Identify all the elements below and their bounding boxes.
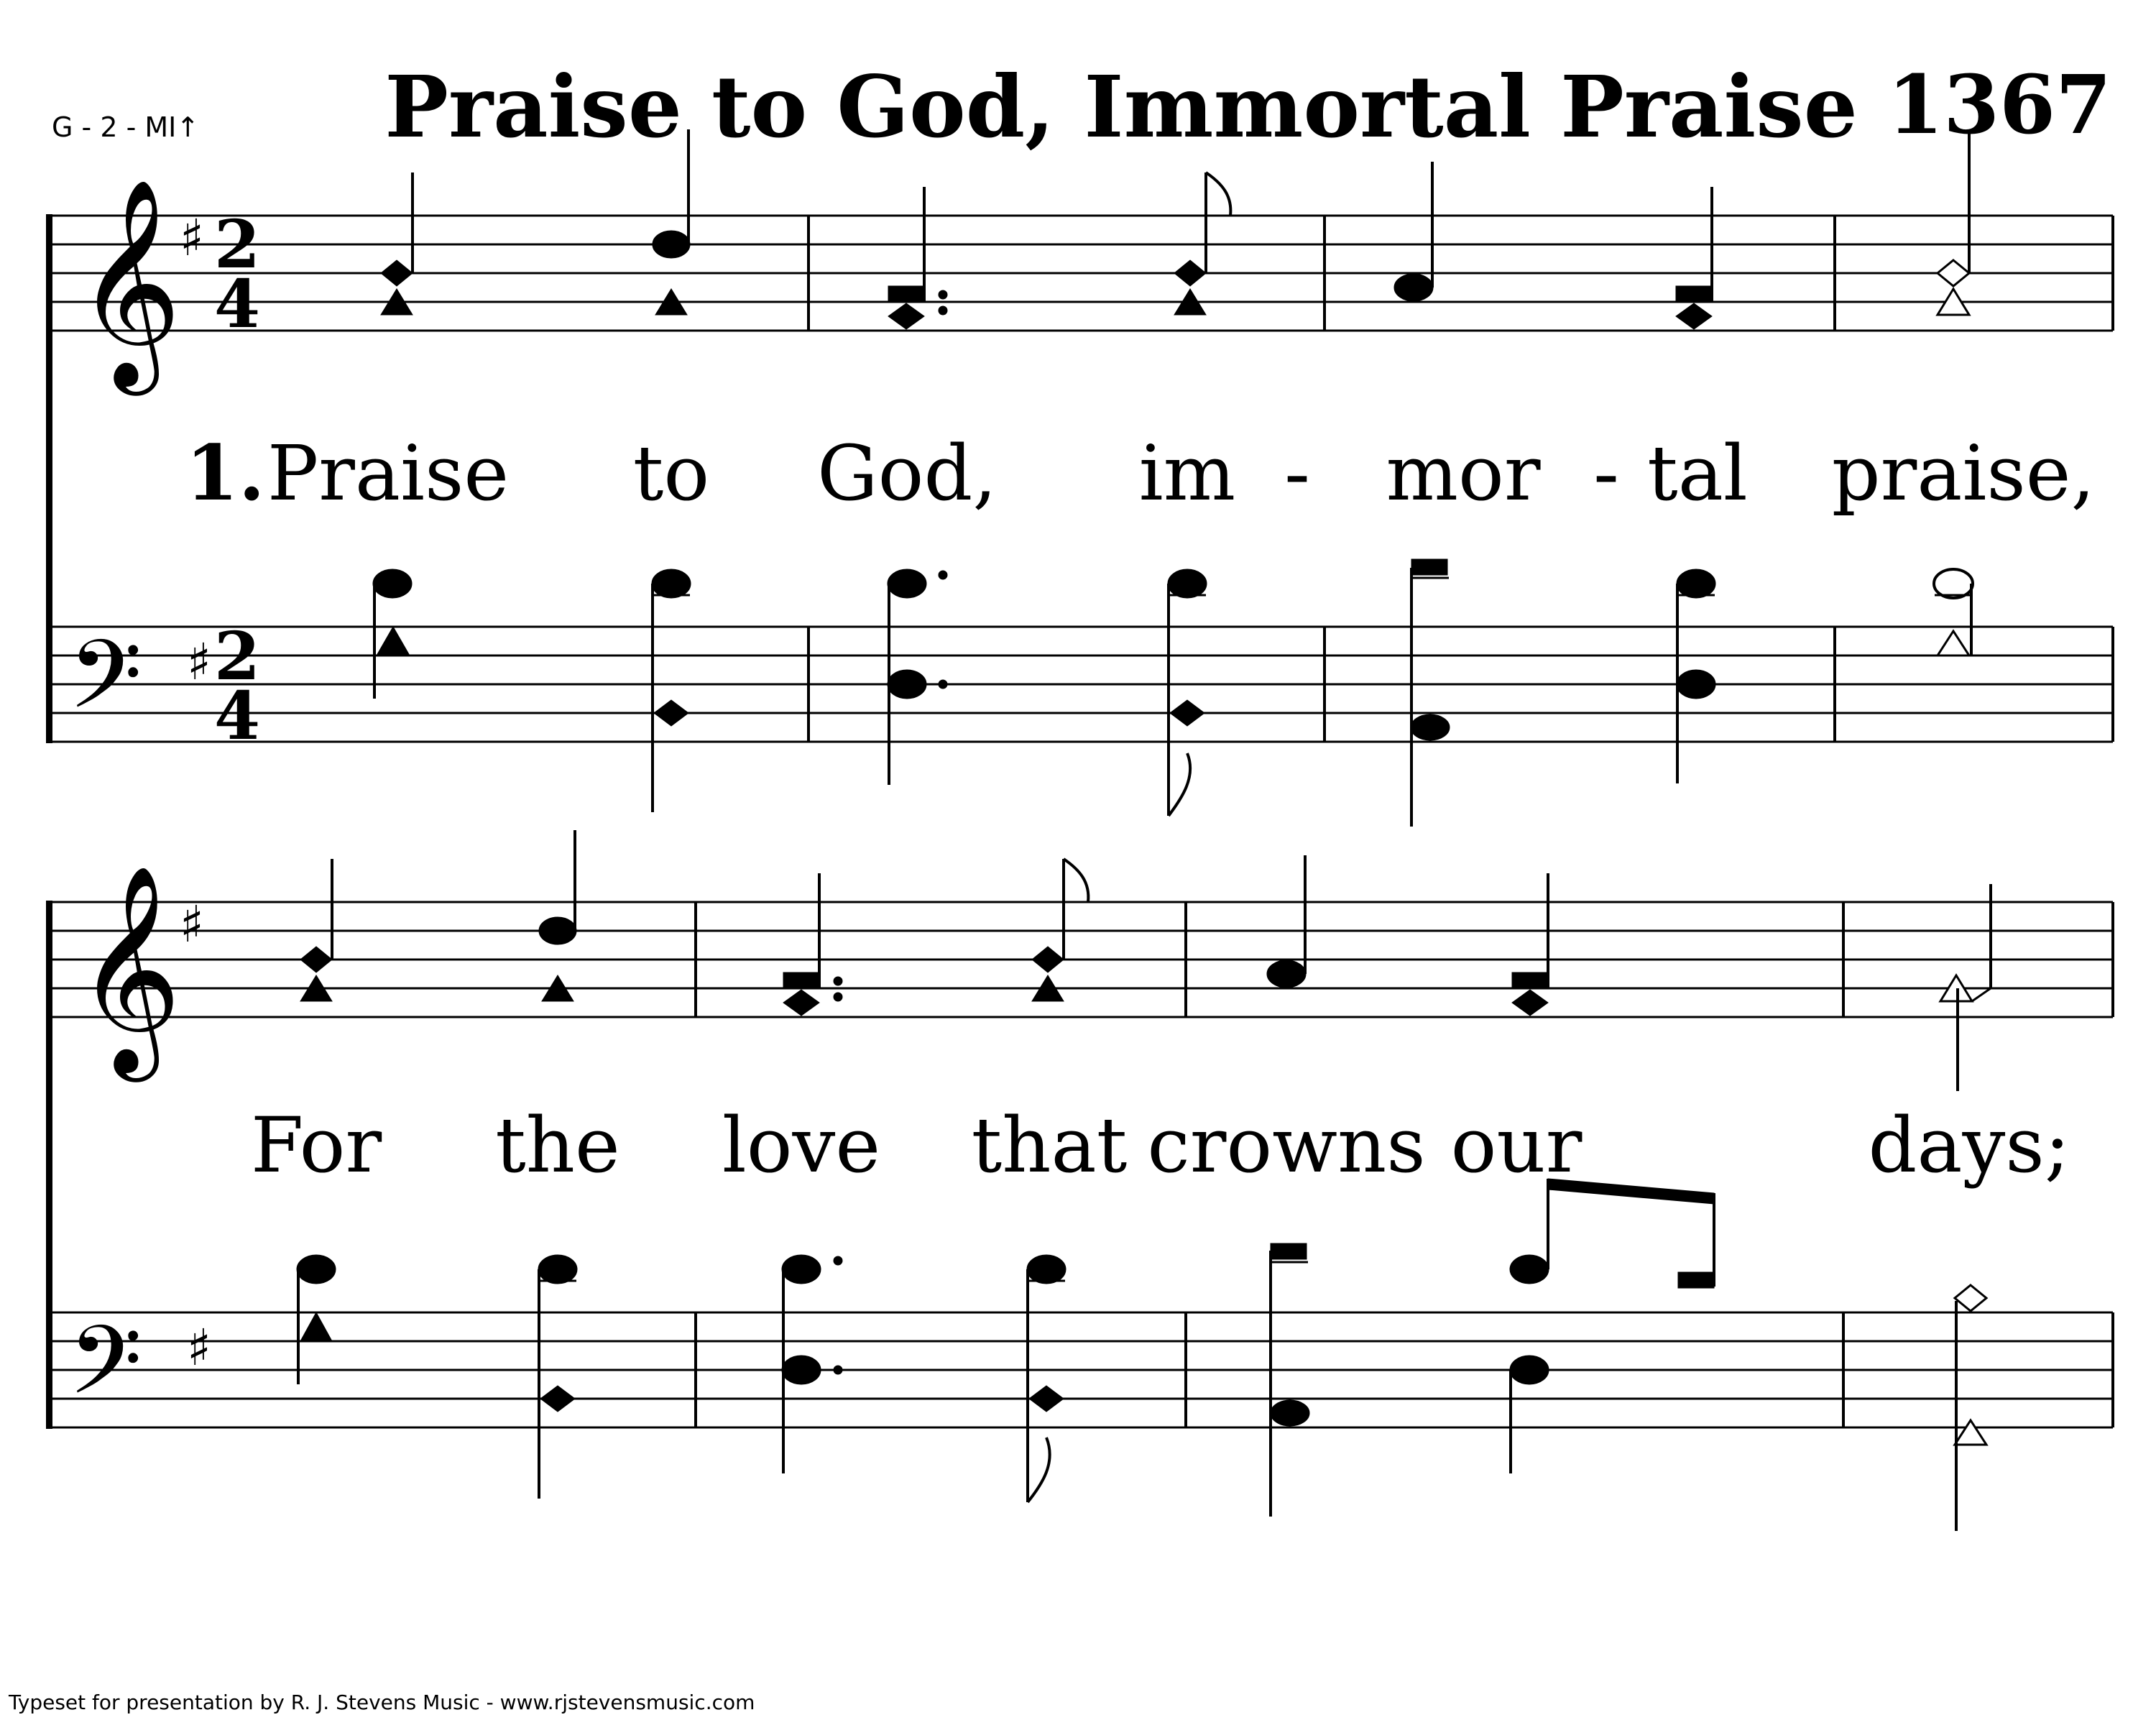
note-head bbox=[1510, 1356, 1549, 1384]
treble-clef-icon: 𝄞 bbox=[75, 863, 182, 1072]
note-head bbox=[1032, 947, 1064, 972]
footer-credit: Typeset for presentation by R. J. Stevens Music - www.rjstevensmusic.com bbox=[9, 1690, 755, 1714]
bass-clef-icon: 𝄢 bbox=[68, 619, 142, 753]
note-head bbox=[1676, 286, 1712, 302]
lyric-syllable: mor bbox=[1386, 429, 1541, 518]
note-head bbox=[1027, 1255, 1066, 1284]
note-head bbox=[300, 947, 332, 972]
note-head bbox=[652, 569, 691, 598]
note-head bbox=[653, 231, 690, 258]
note-head bbox=[1938, 631, 1969, 656]
note-head bbox=[1267, 960, 1306, 988]
lyric-syllable: crowns bbox=[1147, 1101, 1426, 1190]
note-head bbox=[888, 286, 924, 302]
lyric-syllable: im bbox=[1138, 429, 1236, 518]
bass-clef-icon: 𝄢 bbox=[68, 1305, 142, 1439]
bass-notes-1 bbox=[373, 559, 1973, 827]
note-head bbox=[654, 700, 688, 726]
note-head bbox=[373, 569, 412, 598]
note-head bbox=[1677, 569, 1715, 598]
time-signature: 2 bbox=[213, 617, 261, 695]
lyric-syllable: our bbox=[1450, 1101, 1583, 1190]
lyric-syllable: For bbox=[250, 1101, 382, 1190]
note-head bbox=[1512, 990, 1548, 1016]
note-head bbox=[888, 670, 926, 699]
note-head bbox=[538, 1255, 577, 1284]
note-head bbox=[1934, 569, 1973, 598]
lyric-syllable: to bbox=[632, 429, 710, 518]
note-head bbox=[1271, 1400, 1309, 1426]
hymn-title: Praise to God, Immortal Praise bbox=[384, 57, 1858, 157]
note-head bbox=[297, 1255, 336, 1284]
system-bracket bbox=[46, 214, 52, 743]
note-head bbox=[888, 569, 926, 598]
key-info: G - 2 - MI↑ bbox=[52, 111, 200, 143]
key-sharp-icon: ♯ bbox=[180, 208, 204, 267]
lyric-syllable: days; bbox=[1868, 1101, 2070, 1190]
lyric-syllable: that bbox=[971, 1101, 1128, 1190]
note-head bbox=[1677, 670, 1715, 699]
note-head bbox=[1411, 714, 1450, 740]
verse-number: 1. bbox=[185, 428, 265, 518]
lyric-hyphen: - bbox=[1284, 429, 1310, 518]
note-head bbox=[1174, 260, 1206, 286]
note-head bbox=[783, 972, 819, 988]
note-head bbox=[782, 1356, 821, 1384]
lyric-syllable: tal bbox=[1647, 429, 1748, 518]
note-head bbox=[1676, 303, 1712, 329]
note-head bbox=[1678, 1272, 1714, 1288]
note-head bbox=[1938, 260, 1969, 286]
lyrics-line-1 bbox=[185, 428, 2095, 518]
note-head bbox=[377, 627, 410, 656]
key-sharp-icon: ♯ bbox=[180, 895, 204, 954]
note-head bbox=[539, 917, 576, 944]
lyric-hyphen: - bbox=[1593, 429, 1619, 518]
note-head bbox=[1955, 1285, 1986, 1311]
hymn-number: 1367 bbox=[1887, 58, 2111, 152]
bass-staff-1 bbox=[49, 627, 2113, 742]
note-head bbox=[888, 303, 924, 329]
note-head bbox=[1271, 1243, 1307, 1259]
time-signature: 4 bbox=[213, 265, 261, 343]
lyric-syllable: praise, bbox=[1831, 429, 2096, 518]
key-sharp-icon: ♯ bbox=[187, 1318, 211, 1377]
time-signature: 4 bbox=[213, 677, 261, 755]
lyrics-line-2 bbox=[251, 1101, 2070, 1190]
lyric-syllable: Praise bbox=[267, 429, 510, 518]
bass-notes-2 bbox=[297, 1179, 1986, 1531]
system-2 bbox=[46, 830, 2113, 1531]
note-head bbox=[1394, 274, 1433, 301]
note-head bbox=[1955, 1420, 1986, 1445]
note-head bbox=[381, 260, 413, 286]
note-head bbox=[1168, 569, 1207, 598]
key-sharp-icon: ♯ bbox=[187, 632, 211, 691]
note-head bbox=[540, 1386, 575, 1412]
note-head bbox=[783, 990, 819, 1016]
time-signature: 2 bbox=[213, 206, 261, 283]
note-head bbox=[300, 1312, 332, 1341]
lyric-syllable: God, bbox=[816, 429, 998, 518]
lyric-syllable: the bbox=[495, 1101, 620, 1190]
treble-clef-icon: 𝄞 bbox=[75, 177, 182, 386]
note-head bbox=[1170, 700, 1204, 726]
note-head bbox=[782, 1255, 821, 1284]
note-head bbox=[1029, 1386, 1064, 1412]
note-head bbox=[1510, 1255, 1549, 1284]
system-bracket bbox=[46, 901, 52, 1429]
note-head bbox=[1411, 559, 1447, 575]
system-1 bbox=[46, 129, 2113, 827]
bass-staff-2 bbox=[49, 1312, 2113, 1427]
note-head bbox=[1512, 972, 1548, 988]
lyric-syllable: love bbox=[722, 1101, 881, 1190]
treble-staff-2 bbox=[49, 902, 2113, 1017]
treble-staff-1 bbox=[49, 216, 2113, 331]
treble-notes-1 bbox=[381, 129, 1969, 329]
